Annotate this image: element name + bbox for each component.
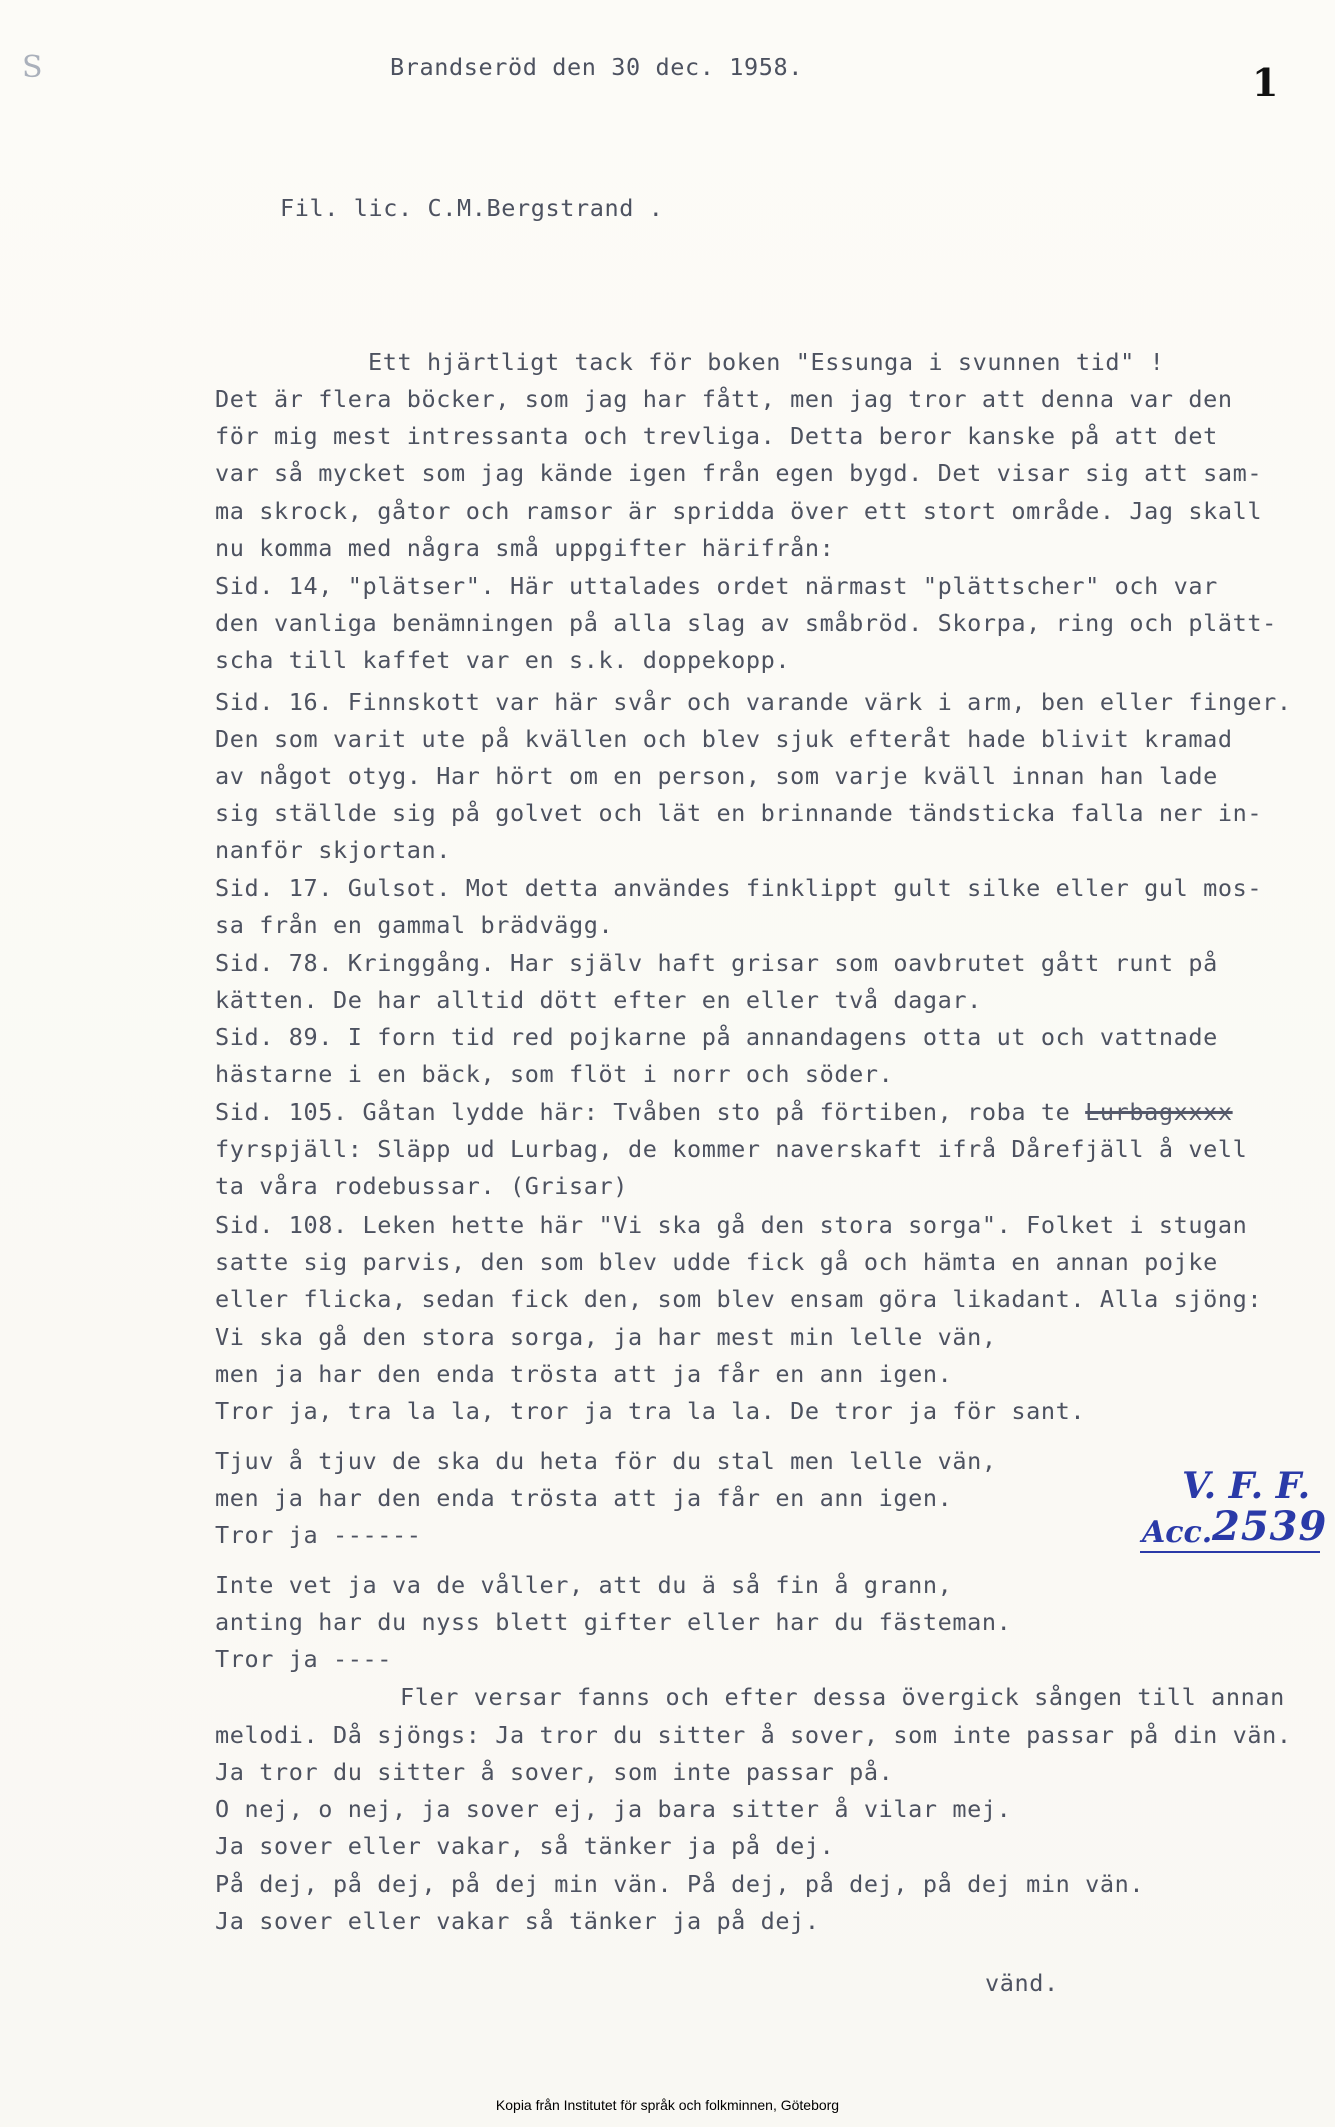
text-line-content: Ja tror du sitter å sover, som inte passar på. — [215, 1758, 894, 1786]
text-line — [215, 645, 790, 675]
text-line-content: kätten. De har alltid dött efter en eller två dagar. — [215, 986, 982, 1014]
text-line — [215, 1831, 834, 1861]
text-line-content: Tror ja ---- — [215, 1645, 392, 1673]
text-line — [215, 1097, 1233, 1127]
text-line-content: Vi ska gå den stora sorga, ja har mest min lelle vän, — [215, 1323, 997, 1351]
text-line-content: På dej, på dej, på dej min vän. På dej, på dej, på dej min vän. — [215, 1870, 1145, 1898]
text-line-content: Det är flera böcker, som jag har fått, men jag tror att denna var den — [215, 385, 1233, 413]
text-line — [215, 496, 1262, 526]
text-line-content: hästarne i en bäck, som flöt i norr och söder. — [215, 1060, 894, 1088]
text-line — [368, 347, 1164, 377]
text-line-content: Ja sover eller vakar så tänker ja på dej. — [215, 1907, 820, 1935]
text-line-content: men ja har den enda trösta att ja får en ann igen. — [215, 1360, 953, 1388]
stamp-archive-initials: V. F. F. — [1182, 1465, 1311, 1507]
text-line — [215, 1210, 1247, 1240]
text-line-content: fyrspjäll: Släpp ud Lurbag, de kommer naverskaft ifrå Dårefjäll å vell — [215, 1135, 1248, 1163]
text-line-content: eller flicka, sedan fick den, som blev ensam göra likadant. Alla sjöng: — [215, 1285, 1263, 1313]
text-line — [215, 687, 1292, 717]
text-line-content: Ett hjärtligt tack för boken "Essunga i svunnen tid" ! — [368, 348, 1165, 376]
text-line-content: Tror ja, tra la la, tror ja tra la la. De tror ja för sant. — [215, 1397, 1086, 1425]
text-line — [215, 1570, 952, 1600]
text-line — [215, 910, 613, 940]
text-line — [215, 1171, 628, 1201]
text-line-content: anting har du nyss blett gifter eller har du fästeman. — [215, 1608, 1012, 1636]
stamp-acc-label: Acc. — [1142, 1515, 1213, 1550]
struck-out-text: Lurbagxxxx — [1085, 1098, 1233, 1126]
text-line-content: men ja har den enda trösta att ja får en ann igen. — [215, 1484, 953, 1512]
text-line-content: Sid. 16. Finnskott var här svår och varande värk i arm, ben eller finger. — [215, 688, 1292, 716]
text-line — [215, 608, 1277, 638]
text-line — [215, 1322, 997, 1352]
text-line-content: för mig mest intressanta och trevliga. Detta beror kanske på att det — [215, 422, 1218, 450]
text-line-content: Fler versar fanns och efter dessa övergick sången till annan — [400, 1683, 1285, 1711]
text-line-content: av något otyg. Har hört om en person, som varje kväll innan han lade — [215, 762, 1218, 790]
text-line-content: Tjuv å tjuv de ska du heta för du stal men lelle vän, — [215, 1447, 997, 1475]
stamp-underline — [1140, 1551, 1320, 1553]
text-line — [390, 52, 803, 82]
text-line-content: Sid. 78. Kringgång. Har själv haft grisar som oavbrutet gått runt på — [215, 949, 1218, 977]
text-line — [215, 533, 834, 563]
text-line-content: Tror ja ------ — [215, 1521, 422, 1549]
stamp-acc-number: 2539 — [1212, 1503, 1328, 1550]
text-line-content: melodi. Då sjöngs: Ja tror du sitter å sover, som inte passar på din vän. — [215, 1721, 1292, 1749]
text-line-content: ma skrock, gåtor och ramsor är spridda över ett stort område. Jag skall — [215, 497, 1263, 525]
text-line — [215, 873, 1262, 903]
text-line — [215, 1757, 893, 1787]
text-line-content: Ja sover eller vakar, så tänker ja på dej. — [215, 1832, 835, 1860]
page-number: 1 — [1252, 60, 1279, 105]
text-line-content: Brandseröd den 30 dec. 1958. — [390, 53, 803, 81]
text-line-content: sig ställde sig på golvet och lät en brinnande tändsticka falla ner in- — [215, 799, 1263, 827]
text-line — [215, 384, 1233, 414]
text-line-content: Sid. 17. Gulsot. Mot detta användes finklippt gult silke eller gul mos- — [215, 874, 1263, 902]
text-line — [215, 1022, 1218, 1052]
text-line-content: ta våra rodebussar. (Grisar) — [215, 1172, 628, 1200]
text-line — [215, 835, 451, 865]
text-line-content: Fil. lic. C.M.Bergstrand . — [280, 194, 664, 222]
text-line-content: den vanliga benämningen på alla slag av småbröd. Skorpa, ring och plätt- — [215, 609, 1277, 637]
text-line — [215, 1134, 1247, 1164]
text-line — [215, 1520, 421, 1550]
text-line-content: Inte vet ja va de våller, att du ä så fin å grann, — [215, 1571, 953, 1599]
text-line — [215, 1607, 1011, 1637]
text-line-content: Sid. 14, "plätser". Här uttalades ordet närmast "plättscher" och var — [215, 572, 1218, 600]
archive-stamp — [1140, 1465, 1328, 1570]
text-line — [215, 458, 1262, 488]
corner-mark: S — [22, 50, 43, 85]
text-line-content: Sid. 105. Gåtan lydde här: Tvåben sto på förtiben, roba te — [215, 1098, 1086, 1126]
text-line — [985, 1968, 1059, 1998]
text-line-content: nu komma med några små uppgifter härifrån: — [215, 534, 835, 562]
text-line — [215, 1359, 952, 1389]
text-line — [215, 1869, 1144, 1899]
text-line — [215, 1059, 893, 1089]
text-line — [215, 948, 1218, 978]
text-line-content: nanför skjortan. — [215, 836, 451, 864]
text-line — [215, 1396, 1085, 1426]
text-line — [400, 1682, 1285, 1712]
text-line-content: scha till kaffet var en s.k. doppekopp. — [215, 646, 791, 674]
text-line-content: O nej, o nej, ja sover ej, ja bara sitter å vilar mej. — [215, 1795, 1012, 1823]
text-line-content: Sid. 108. Leken hette här "Vi ska gå den stora sorga". Folket i stugan — [215, 1211, 1248, 1239]
text-line — [215, 421, 1218, 451]
text-line — [215, 1446, 997, 1476]
text-line — [215, 985, 982, 1015]
text-line — [215, 1247, 1218, 1277]
text-line — [215, 724, 1233, 754]
text-line — [215, 1906, 820, 1936]
text-line — [215, 571, 1218, 601]
text-line — [215, 1794, 1011, 1824]
text-line-content: Sid. 89. I forn tid red pojkarne på annandagens otta ut och vattnade — [215, 1023, 1218, 1051]
copy-footer: Kopia från Institutet för språk och folkminnen, Göteborg — [495, 2097, 840, 2113]
text-line — [215, 761, 1218, 791]
text-line-content: satte sig parvis, den som blev udde fick gå och hämta en annan pojke — [215, 1248, 1218, 1276]
text-line — [215, 1644, 392, 1674]
text-line-content: var så mycket som jag kände igen från egen bygd. Det visar sig att sam- — [215, 459, 1263, 487]
text-line-content: sa från en gammal brädvägg. — [215, 911, 614, 939]
text-line-content: vänd. — [985, 1969, 1059, 1997]
text-line — [215, 1720, 1292, 1750]
text-line-content: Den som varit ute på kvällen och blev sjuk efteråt hade blivit kramad — [215, 725, 1233, 753]
text-line — [215, 1284, 1262, 1314]
text-line — [280, 193, 663, 223]
text-line — [215, 1483, 952, 1513]
text-line — [215, 798, 1262, 828]
